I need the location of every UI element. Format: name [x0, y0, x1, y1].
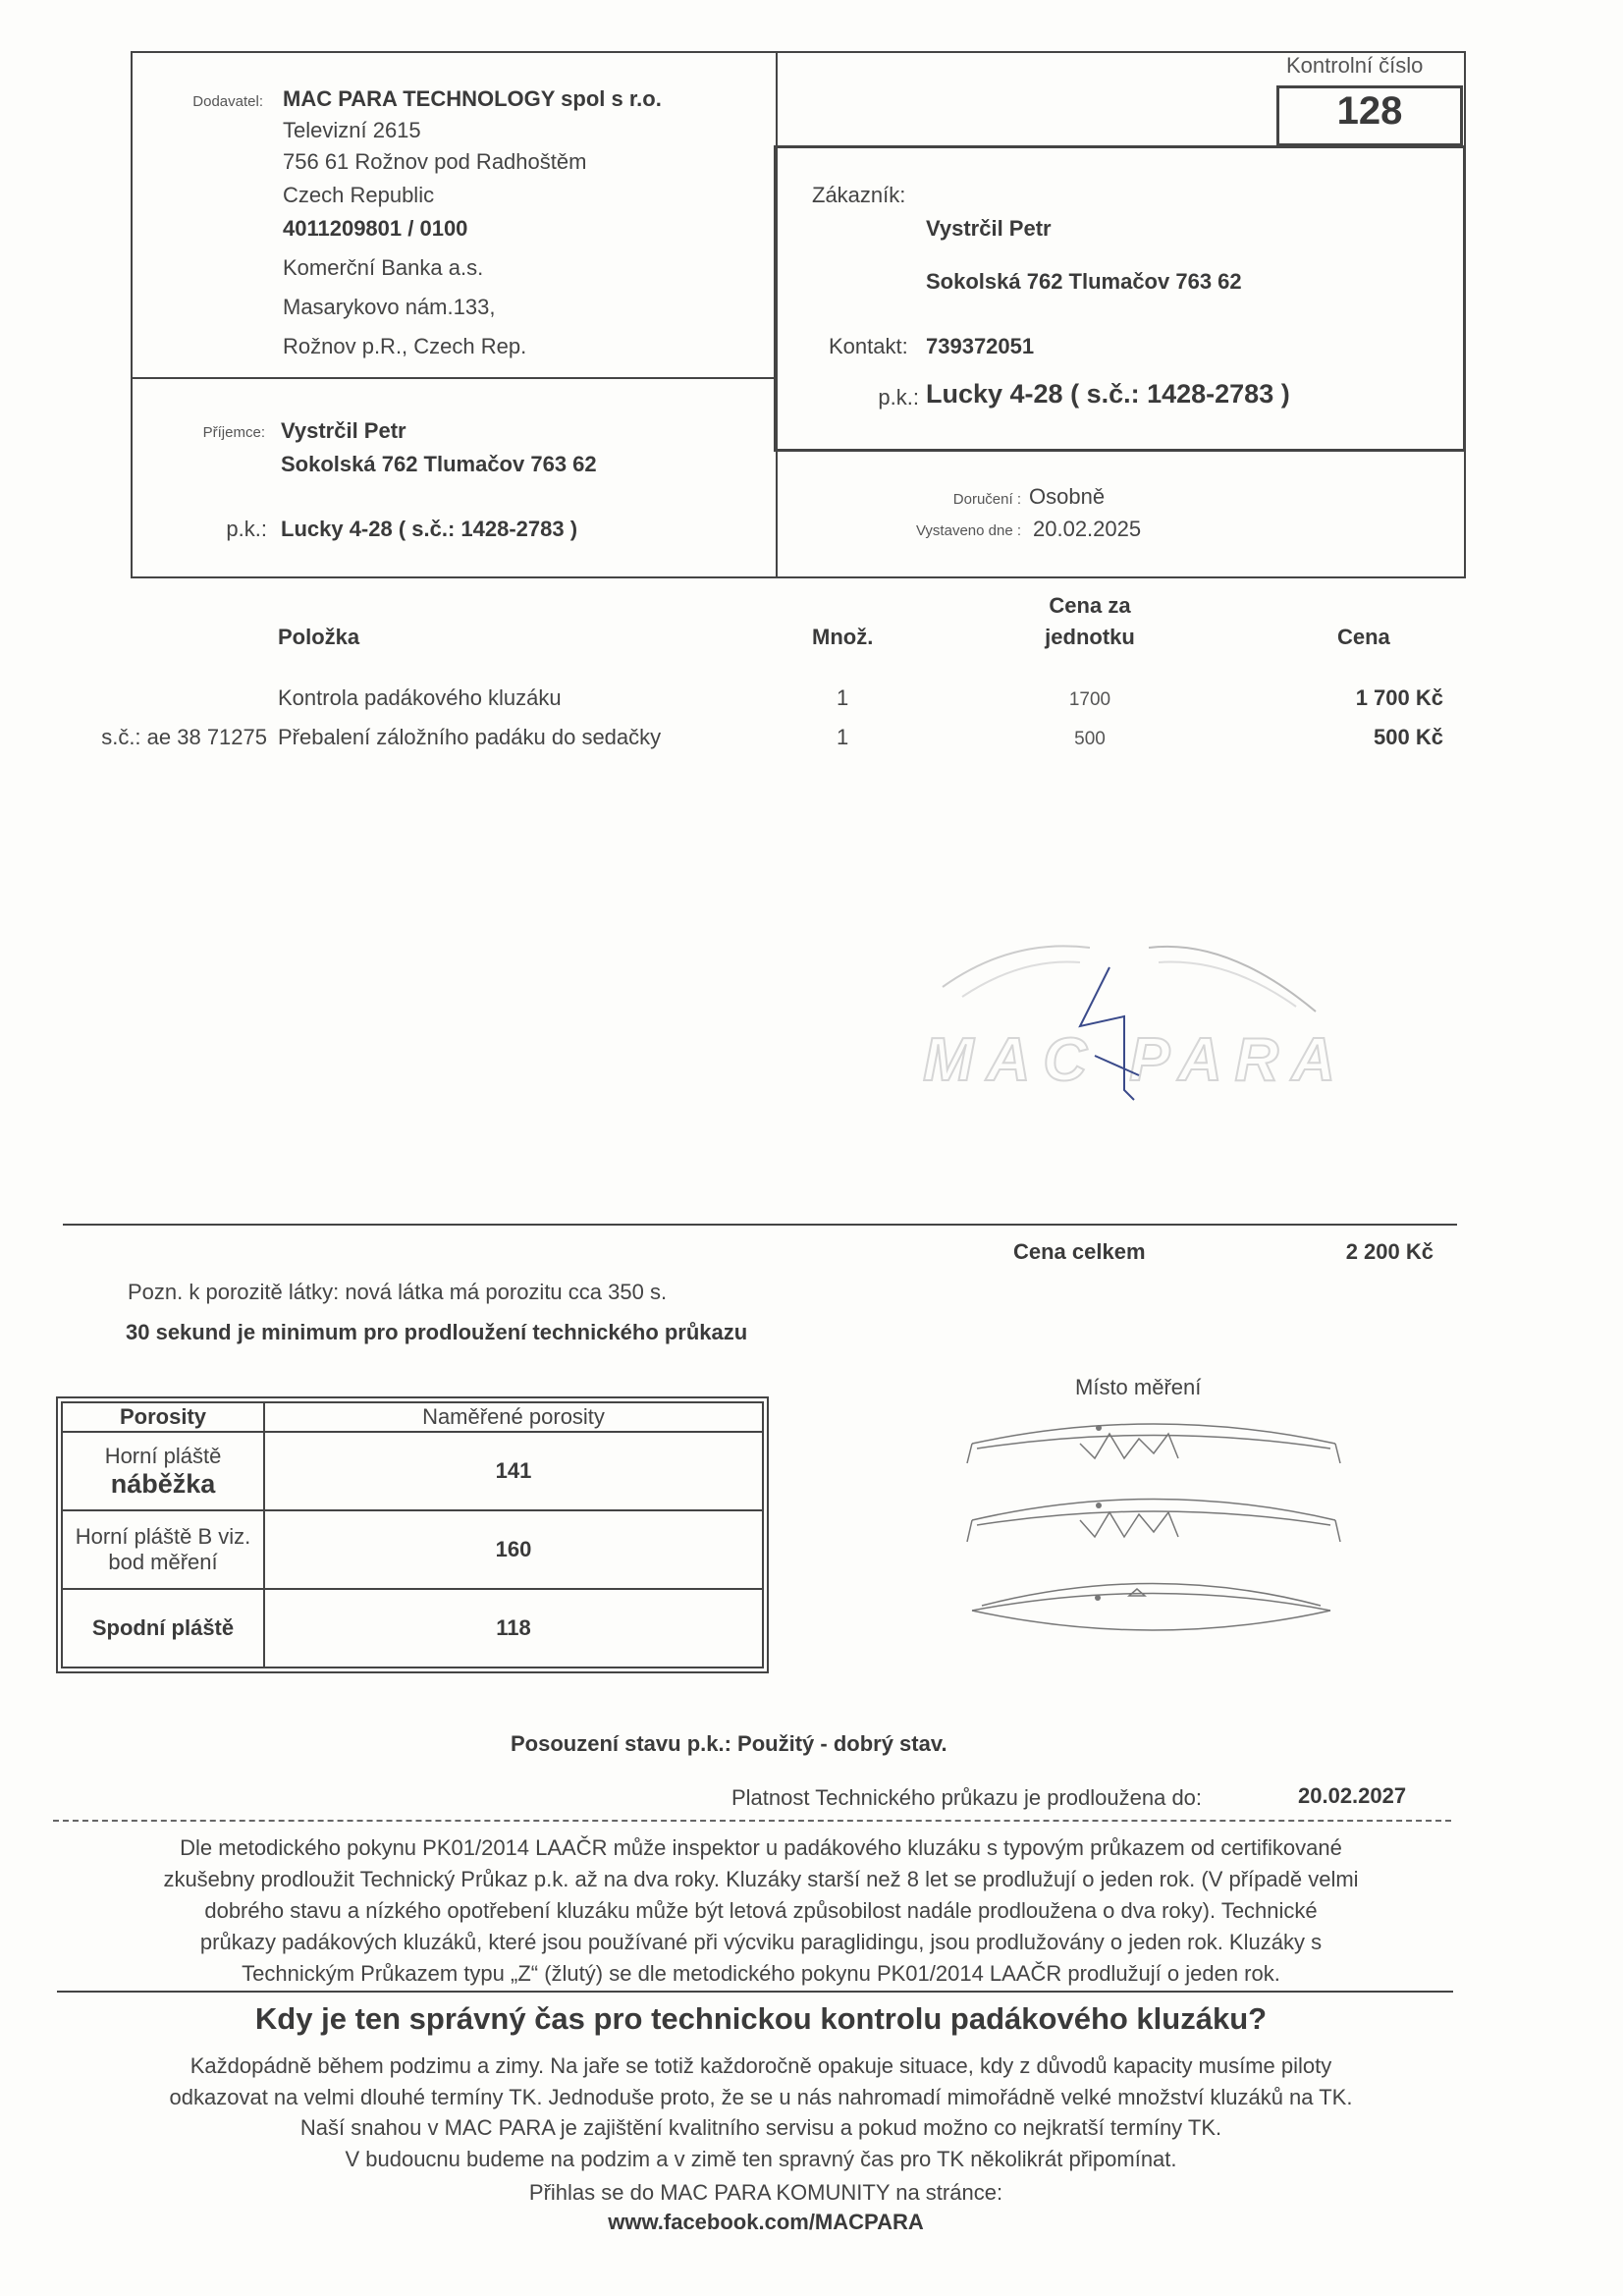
customer-contact-label: Kontakt:	[829, 334, 908, 358]
info-line: odkazovat na velmi dlouhé termíny TK. Jednoduše proto, že se u nás nahromadí mimořádně velké množství kluzáků na TK.	[169, 2084, 1353, 2109]
supplier-label: Dodavatel:	[192, 93, 263, 110]
col-unit-price-header-2: jednotku	[1045, 625, 1135, 649]
info-line: Naší snahou v MAC PARA je zajištění kvalitního servisu a pokud možno co nejkratší termíny TK.	[299, 2115, 1222, 2140]
porosity-row-sublabel: náběžka	[110, 1468, 216, 1499]
regulation-line: zkušebny prodloužit Technický Průkaz p.k. až na dva roky. Kluzáky starší než 8 let se prodlužují o jeden rok. (V případě velmi	[163, 1867, 1359, 1891]
validity-date: 20.02.2027	[1298, 1783, 1407, 1808]
customer-pk: Lucky 4-28 ( s.č.: 1428-2783 )	[926, 379, 1290, 409]
porosity-row-sublabel: bod měření	[108, 1550, 218, 1574]
porosity-table	[61, 1401, 764, 1668]
validity-separator	[53, 1820, 1451, 1822]
control-number: 128	[1336, 89, 1403, 133]
col-item-header: Položka	[278, 625, 360, 649]
measure-place-label: Místo měření	[1075, 1375, 1202, 1399]
divider-supplier-recipient	[131, 377, 778, 379]
customer-address: Sokolská 762 Tlumačov 763 62	[926, 269, 1242, 294]
delivery-label: Doručení :	[952, 491, 1021, 508]
regulation-separator	[57, 1991, 1453, 1993]
item-qty: 1	[837, 725, 849, 749]
supplier-street: Televizní 2615	[283, 118, 421, 142]
customer-name: Vystrčil Petr	[926, 216, 1052, 241]
supplier-city: 756 61 Rožnov pod Radhoštěm	[283, 149, 587, 174]
recipient-pk: Lucky 4-28 ( s.č.: 1428-2783 )	[281, 517, 578, 541]
porosity-row-label: Horní pláště B viz.	[75, 1524, 251, 1549]
item-unit-price: 1700	[1068, 689, 1111, 710]
item-qty: 1	[837, 685, 849, 710]
recipient-address: Sokolská 762 Tlumačov 763 62	[281, 452, 597, 476]
wing-diagram	[962, 1404, 1345, 1660]
porosity-header-label: Porosity	[62, 1402, 264, 1432]
issued-label: Vystaveno dne :	[915, 522, 1021, 539]
customer-label: Zákazník:	[812, 183, 906, 207]
customer-pk-label: p.k.:	[878, 385, 919, 410]
supplier-bank: Komerční Banka a.s.	[283, 255, 484, 280]
porosity-row	[62, 1589, 763, 1667]
regulation-line: průkazy padákových kluzáků, které jsou používané při výcviku paraglidingu, jsou prodlužovány o jeden rok. Kluzáky s	[199, 1930, 1323, 1954]
regulation-line: Technickým Průkazem typu „Z“ (žlutý) se dle metodického pokynu PK01/2014 LAAČR prodlužují o jeden rok.	[242, 1961, 1280, 1986]
porosity-row-value: 141	[264, 1432, 763, 1510]
total-label: Cena celkem	[1013, 1239, 1146, 1264]
supplier-bank-street: Masarykovo nám.133,	[283, 295, 496, 319]
supplier-bank-city: Rožnov p.R., Czech Rep.	[283, 334, 527, 358]
validity-label: Platnost Technického průkazu je prodloužena do:	[731, 1785, 1203, 1810]
info-text	[39, 2050, 1483, 2174]
supplier-account: 4011209801 / 0100	[283, 216, 468, 241]
porosity-row-label: Horní pláště	[104, 1443, 222, 1468]
control-number-label: Kontrolní číslo	[1286, 53, 1424, 78]
total-value: 2 200 Kč	[1345, 1239, 1434, 1264]
porosity-header-value: Naměřené porosity	[264, 1402, 763, 1432]
col-price-header: Cena	[1337, 625, 1390, 649]
delivery-value: Osobně	[1029, 484, 1106, 509]
porosity-row-value: 160	[264, 1510, 763, 1589]
regulation-line: Dle metodického pokynu PK01/2014 LAAČR může inspektor u padákového kluzáku s typovým průkazem od certifikované	[180, 1835, 1342, 1860]
recipient-label: Příjemce:	[202, 424, 265, 441]
col-unit-price-header-1: Cena za	[1049, 593, 1131, 618]
recipient-pk-label: p.k.:	[226, 517, 267, 541]
item-name: Kontrola padákového kluzáku	[278, 685, 562, 710]
community-link[interactable]: www.facebook.com/MACPARA	[608, 2210, 924, 2234]
supplier-country: Czech Republic	[283, 183, 435, 207]
item-price: 1 700 Kč	[1355, 685, 1443, 710]
item-name: Přebalení záložního padáku do sedačky	[278, 725, 662, 749]
stamp-text: MAC PARA	[923, 1026, 1335, 1094]
porosity-row-value: 118	[264, 1589, 763, 1667]
porosity-row	[62, 1510, 763, 1589]
info-line: V budoucnu budeme na podzim a v zimě ten spravný čas pro TK několikrát připomínat.	[345, 2146, 1177, 2171]
regulation-line: dobrého stavu a nízkého opotřebení kluzáku může být letová způsobilost nadále prodloužena o dva roky). Technické	[204, 1898, 1318, 1923]
porosity-note: Pozn. k porozitě látky: nová látka má porozitu cca 350 s.	[128, 1280, 668, 1304]
col-qty-header: Množ.	[812, 625, 874, 649]
customer-contact: 739372051	[926, 334, 1035, 358]
recipient-name: Vystrčil Petr	[281, 418, 406, 443]
issued-date: 20.02.2025	[1033, 517, 1142, 541]
community-text: Přihlas se do MAC PARA KOMUNITY na stránce:	[528, 2180, 1003, 2205]
item-serial: s.č.: ae 38 71275	[101, 725, 267, 749]
item-price: 500 Kč	[1374, 725, 1443, 749]
info-heading: Kdy je ten správný čas pro technickou kontrolu padákového kluzáku?	[254, 2001, 1268, 2036]
item-unit-price: 500	[1074, 729, 1106, 749]
mac-para-stamp	[903, 918, 1345, 1134]
porosity-row-label: Spodní pláště	[62, 1589, 264, 1667]
total-separator	[63, 1224, 1457, 1226]
assessment: Posouzení stavu p.k.: Použitý - dobrý stav.	[511, 1731, 947, 1756]
porosity-row	[62, 1432, 763, 1510]
supplier-name: MAC PARA TECHNOLOGY spol s r.o.	[283, 86, 662, 111]
regulation-text	[39, 1832, 1483, 1990]
info-line: Každopádně během podzimu a zimy. Na jaře se totiž každoročně opakuje situace, kdy z důvodů kapacity musíme piloty	[189, 2053, 1332, 2078]
minimum-note: 30 sekund je minimum pro prodloužení technického průkazu	[126, 1320, 748, 1344]
